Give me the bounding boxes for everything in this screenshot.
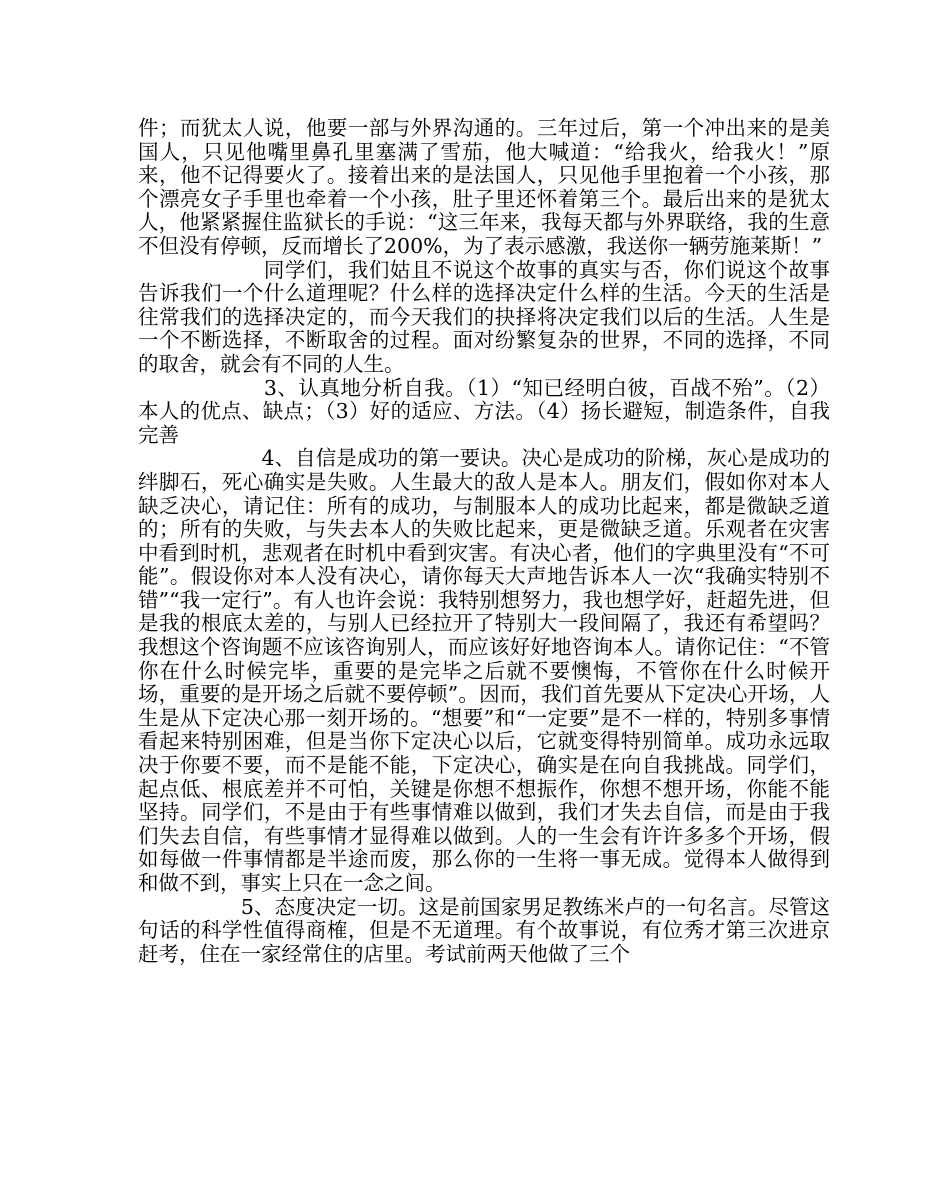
- paragraph-story-ending: 件；而犹太人说，他要一部与外界沟通的。三年过后，第一个冲出来的是美国人，只见他嘴里鼻孔里塞满了雪茄，他大喊道：“给我火，给我火！”原来，他不记得要火了。接着出来的是法国人，只见他手里抱着一个小孩，那个漂亮女子手里也牵着一个小孩，肚子里还怀着第三个。最后出来的是犹太人，他紧紧握住监狱长的手说：“这三年来，我每天都与外界联络，我的生意不但没有停顿，反而增长了200%，为了表示感激，我送你一辆劳施莱斯！”: [138, 116, 830, 258]
- document-page: [138, 117, 830, 966]
- paragraph-attitude: 5、态度决定一切。这是前国家男足教练米卢的一句名言。尽管这句话的科学性值得商榷，但是不无道理。有个故事说，有位秀才第三次进京赶考，住在一家经常住的店里。考试前两天他做了三个: [138, 894, 830, 966]
- paragraph-choice-lesson: 同学们，我们姑且不说这个故事的真实与否，你们说这个故事告诉我们一个什么道理呢？什么样的选择决定什么样的生活。今天的生活是往常我们的选择决定的，而今天我们的抉择将决定我们以后的生活。人生是一个不断选择，不断取舍的过程。面对纷繁复杂的世界，不同的选择，不同的取舍，就会有不同的人生。: [138, 257, 830, 376]
- paragraph-self-confidence: 4、自信是成功的第一要诀。决心是成功的阶梯，灰心是成功的绊脚石，死心确实是失败。人生最大的敌人是本人。朋友们，假如你对本人缺乏决心，请记住：所有的成功，与制服本人的成功比起来，都是微缺乏道的；所有的失败，与失去本人的失败比起来，更是微缺乏道。乐观者在灾害中看到时机，悲观者在时机中看到灾害。有决心者，他们的字典里没有“不可能”。假设你对本人没有决心，请你每天大声地告诉本人一次“我确实特别不错”“我一定行”。有人也许会说：我特别想努力，我也想学好，赶超先进，但是我的根底太差的，与别人已经拉开了特别大一段间隔了，我还有希望吗？我想这个咨询题不应该咨询别人，而应该好好地咨询本人。请你记住：“不管你在什么时候完毕，重要的是完毕之后就不要懊悔，不管你在什么时候开场，重要的是开场之后就不要停顿”。因而，我们首先要从下定决心开场，人生是从下定决心那一刻开场的。“想要”和“一定要”是不一样的，特别多事情看起来特别困难，但是当你下定决心以后，它就变得特别简单。成功永远取决于你要不要，而不是能不能，下定决心，确实是在向自我挑战。同学们，起点低、根底差并不可怕，关键是你想不想振作，你想不想开场，你能不能坚持。同学们，不是由于有些事情难以做到，我们才失去自信，而是由于我们失去自信，有些事情才显得难以做到。人的一生会有许许多多个开场，假如每做一件事情都是半途而废，那么你的一生将一事无成。觉得本人做得到和做不到，事实上只在一念之间。: [138, 446, 830, 895]
- paragraph-self-analysis: 3、认真地分析自我。（1）“知已经明白彼，百战不殆”。（2）本人的优点、缺点；（3）好的适应、方法。（4）扬长避短，制造条件，自我完善: [138, 375, 830, 447]
